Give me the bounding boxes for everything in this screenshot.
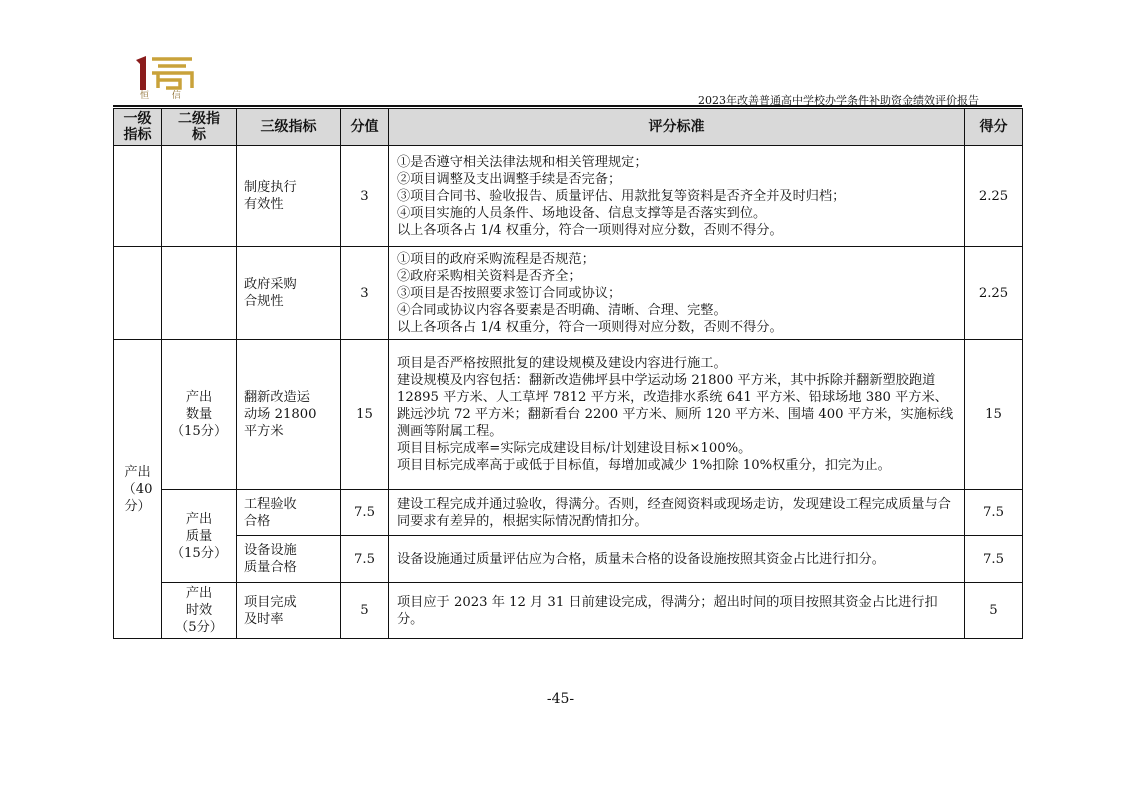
score-cell: 7.5: [965, 536, 1023, 583]
table-row: [114, 490, 1023, 536]
table-row: [114, 247, 1023, 340]
table-row: [114, 146, 1023, 247]
level2-cell-empty: [162, 146, 237, 247]
standard-cell: 项目是否严格按照批复的建设规模及建设内容进行施工。 建设规模及内容包括：翻新改造佛坪县中学运动场 21800 平方米，其中拆除并翻新塑胶跑道 12895 平方米、人工草坪 7812 平方米，改造排水系统 641 平方米、铅球场地 380 平方米、跳远沙坑 72 平方米；翻新看台 2200 平方米、厕所 120 平方米、围墙 400 平方米，实施标线测画等附属工程。 项目目标完成率=实际完成建设目标/计划建设目标×100%。 项目目标完成率高于或低于目标值，每增加或减少 1%扣除 10%权重分，扣完为止。: [389, 340, 965, 490]
level3-indicator: 翻新改造运 动场 21800 平方米: [237, 340, 341, 490]
level3-indicator: 设备设施 质量合格: [237, 536, 341, 583]
header-value: 分值: [341, 109, 389, 146]
standard-cell: 项目应于 2023 年 12 月 31 日前建设完成，得满分；超出时间的项目按照其资金占比进行扣分。: [389, 583, 965, 639]
evaluation-table: [113, 108, 1023, 639]
logo-text: 恒 信: [140, 91, 191, 101]
level2-indicator: 产出 质量 （15分）: [162, 490, 237, 583]
level3-indicator: 项目完成 及时率: [237, 583, 341, 639]
standard-cell: 设备设施通过质量评估应为合格，质量未合格的设备设施按照其资金占比进行扣分。: [389, 536, 965, 583]
level1-cell-empty: [114, 146, 162, 247]
level3-indicator: 工程验收 合格: [237, 490, 341, 536]
value-cell: 7.5: [341, 490, 389, 536]
value-cell: 7.5: [341, 536, 389, 583]
header-standard: 评分标准: [389, 109, 965, 146]
value-cell: 3: [341, 247, 389, 340]
level2-indicator: 产出 时效 （5分）: [162, 583, 237, 639]
table-header-row: [114, 109, 1023, 146]
header-score: 得分: [965, 109, 1023, 146]
value-cell: 3: [341, 146, 389, 247]
table-row: [114, 583, 1023, 639]
score-cell: 2.25: [965, 247, 1023, 340]
table-row: [114, 536, 1023, 583]
standard-cell: ①项目的政府采购流程是否规范； ②政府采购相关资料是否齐全； ③项目是否按照要求签订合同或协议； ④合同或协议内容各要素是否明确、清晰、合理、完整。 以上各项各占 1/4 权重分，符合一项则得对应分数，否则不得分。: [389, 247, 965, 340]
page-number: -45-: [546, 691, 575, 707]
table-row: [114, 340, 1023, 490]
level2-cell-empty: [162, 247, 237, 340]
level3-indicator: 政府采购 合规性: [237, 247, 341, 340]
value-cell: 15: [341, 340, 389, 490]
standard-cell: ①是否遵守相关法律法规和相关管理规定； ②项目调整及支出调整手续是否完备； ③项目合同书、验收报告、质量评估、用款批复等资料是否齐全并及时归档； ④项目实施的人员条件、场地设备、信息支撑等是否落实到位。 以上各项各占 1/4 权重分，符合一项则得对应分数，否则不得分。: [389, 146, 965, 247]
level3-indicator: 制度执行 有效性: [237, 146, 341, 247]
header-level1: 一级 指标: [114, 109, 162, 146]
header-level3: 三级指标: [237, 109, 341, 146]
document-title: 2023年改善普通高中学校办学条件补助资金绩效评价报告: [698, 94, 979, 107]
value-cell: 5: [341, 583, 389, 639]
level2-indicator: 产出 数量 （15分）: [162, 340, 237, 490]
score-cell: 5: [965, 583, 1023, 639]
score-cell: 2.25: [965, 146, 1023, 247]
header-rule: [113, 105, 1022, 107]
level1-indicator: 产出 （40 分）: [114, 340, 162, 639]
score-cell: 15: [965, 340, 1023, 490]
header-level2: 二级指 标: [162, 109, 237, 146]
standard-cell: 建设工程完成并通过验收，得满分。否则，经查阅资料或现场走访，发现建设工程完成质量与合同要求有差异的，根据实际情况酌情扣分。: [389, 490, 965, 536]
score-cell: 7.5: [965, 490, 1023, 536]
level1-cell-empty: [114, 247, 162, 340]
